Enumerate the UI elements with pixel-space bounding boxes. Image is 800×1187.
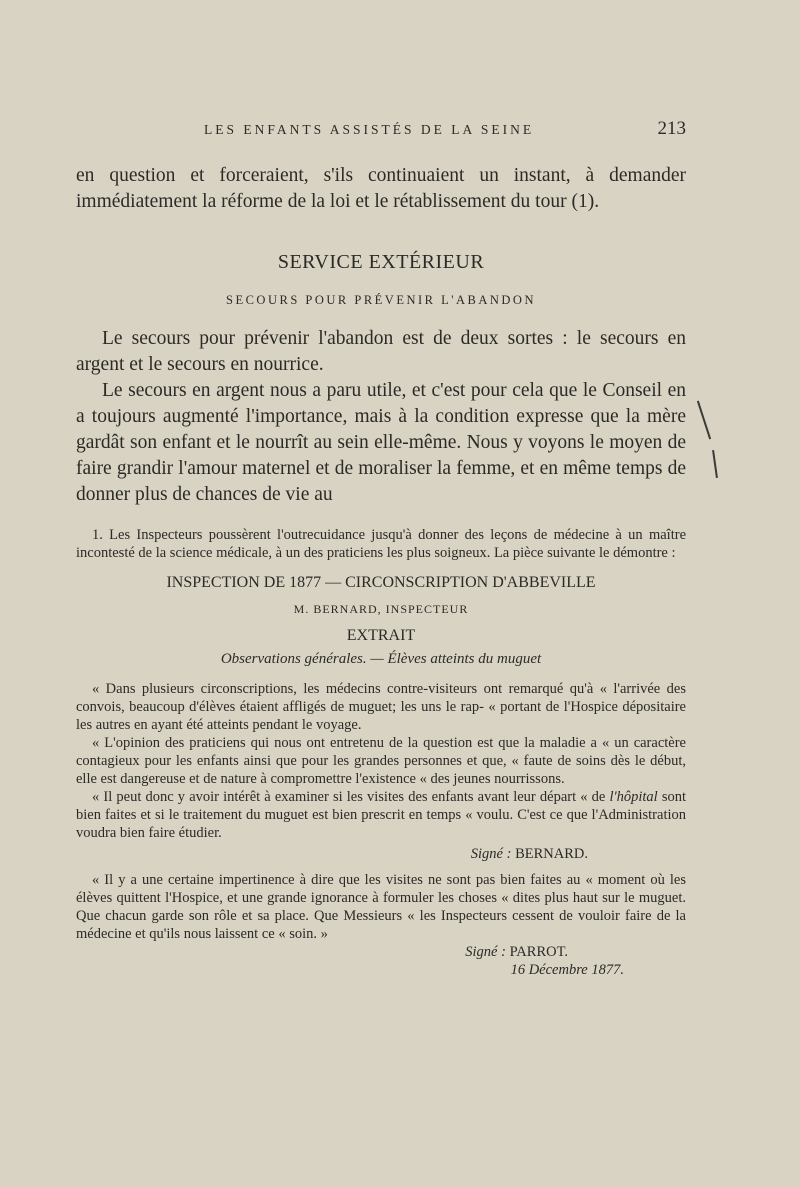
signature-1-name: BERNARD. xyxy=(515,846,588,862)
signature-1 xyxy=(76,845,686,863)
section-subtitle: SECOURS POUR PRÉVENIR L'ABANDON xyxy=(226,293,536,307)
pencil-margin-mark-lower xyxy=(712,450,718,478)
signature-date: 16 Décembre 1877. xyxy=(510,962,624,978)
paragraph-2: Le secours pour prévenir l'abandon est de deux sortes : le secours en argent et le secours en nourrice. xyxy=(76,328,686,375)
quote-2: « L'opinion des praticiens qui nous ont entretenu de la question est que la maladie a « un caractère contagieux pour les enfants ainsi que pour les grandes personnes et que, « faute de soins dès le début, elle est dangereuse et de nature à compromettre l'existence « des jeunes nourrissons. xyxy=(76,735,686,787)
footnote xyxy=(76,526,686,979)
quote-3-italic: l'hôpital xyxy=(609,789,658,805)
footnote-subtitle: Observations générales. — Élèves atteints du muguet xyxy=(220,651,542,667)
running-title: LES ENFANTS ASSISTÉS DE LA SEINE xyxy=(204,122,535,137)
footnote-extract-heading: EXTRAIT xyxy=(346,627,416,644)
pencil-margin-mark xyxy=(697,401,711,440)
quote-3-part-a: « Il peut donc y avoir intérêt à examiner si les visites des enfants avant leur départ « de xyxy=(92,789,610,805)
signature-2 xyxy=(76,943,686,961)
paragraph-3: Le secours en argent nous a paru utile, et c'est pour cela que le Conseil en a toujours augmenté l'importance, mais à la condition expresse que la mère gardât son enfant et le nourrît au sein elle-même. Nous y voyons le moyen de faire grandir l'amour maternel et de moraliser la femme, et en même temps de donner plus de chances de vie au xyxy=(76,380,686,505)
paragraph-1: en question et forceraient, s'ils continuaient un instant, à demander immédiatement la réforme de la loi et le rétablissement du tour (1). xyxy=(76,165,686,212)
continued-paragraph xyxy=(76,163,686,215)
footnote-inspection-title: INSPECTION DE 1877 — CIRCONSCRIPTION D'ABBEVILLE xyxy=(166,574,596,591)
quote-3-part-b: sont bien faites et si le traitement du muguet est bien prescrit en temps « voulu. C'est ce que l'Administration voudra bien faire étudier. xyxy=(76,789,687,841)
main-text xyxy=(76,326,686,508)
signature-2-name: PARROT. xyxy=(509,944,568,960)
page-number: 213 xyxy=(657,118,686,139)
quote-3 xyxy=(76,788,686,842)
signature-2-label: Signé : xyxy=(465,944,506,960)
quote-1: « Dans plusieurs circonscriptions, les médecins contre-visiteurs ont remarqué qu'à « l'arrivée des convois, beaucoup d'élèves étaient affligés de muguet; les uns le rap- « portant de l'Hospice dépositaire les autres en ayant été atteints pendant le voyage. xyxy=(76,681,686,733)
quote-4: « Il y a une certaine impertinence à dire que les visites ne sont pas bien faites au « moment où les élèves quittent l'Hospice, et une grande ignorance à formuler les choses « dites plus haut sur le muguet. Que chacun garde son rôle et sa place. Que Messieurs « les Inspecteurs cessent de vouloir faire de la médecine et qu'ils nous laissent ce « soin. » xyxy=(76,872,686,942)
signature-1-label: Signé : xyxy=(470,846,512,862)
footnote-intro: 1. Les Inspecteurs poussèrent l'outrecuidance jusqu'à donner des leçons de médecine à un maître incontesté de la science médicale, à un des praticiens les plus soigneux. La pièce suivante le démontre : xyxy=(76,527,686,561)
section-title: SERVICE EXTÉRIEUR xyxy=(277,251,485,273)
footnote-inspector: M. BERNARD, INSPECTEUR xyxy=(293,602,469,616)
